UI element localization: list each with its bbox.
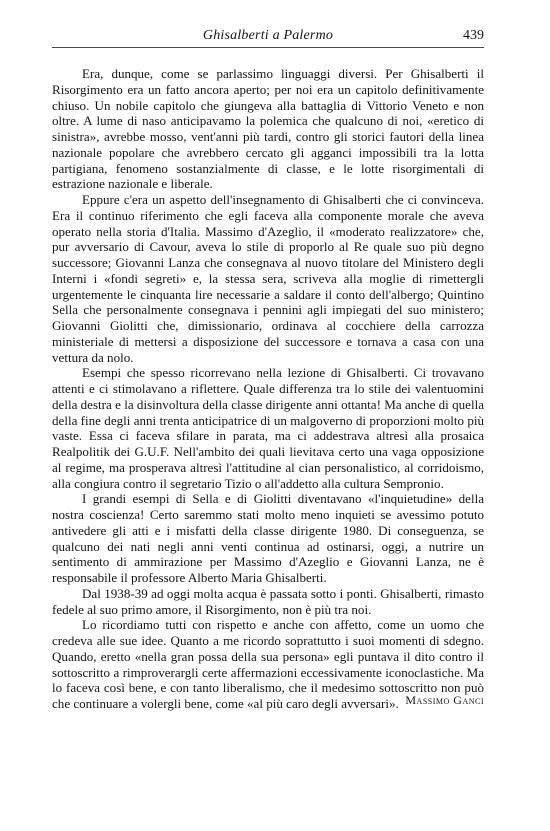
article-body [52,66,484,712]
running-title: Ghisalberti a Palermo [202,28,334,43]
author-signature: Massimo Ganci [405,693,484,707]
running-head [52,28,484,48]
page-number: 439 [463,28,484,43]
paragraph: Dal 1938-39 ad oggi molta acqua è passata sotto i ponti. Ghisalberti, rimasto fedele al suo primo amore, il Risorgimento, non è più tra noi. [52,585,484,617]
paragraph: Esempi che spesso ricorrevano nella lezione di Ghisalberti. Ci trovavano attenti e ci stimolavano a riflettere. Quale differenza tra lo stile dei valentuomini della destra e la disinvoltura della classe dirigente anni ottanta! Ma anche di quella della fine degli anni trenta anticipatrice di un malgoverno di proporzioni molto più vaste. Essa ci faceva sfilare in parata, ma ci addestrava altresì alla prosaica Realpolitik dei G.U.F. Nell'ambito dei quali lievitava certo una vaga opposizione al regime, ma prosperava altresì l'attitudine al cian personalistico, al corridoismo, alla congiura contro il segretario Tizio o all'addetto alla cultura Sempronio. [52,365,484,491]
paragraph: Era, dunque, come se parlassimo linguaggi diversi. Per Ghisalberti il Risorgimento era un fatto ancora aperto; per noi era un capitolo definitivamente chiuso. Un nobile capitolo che giungeva alla battaglia di Vittorio Veneto e non oltre. A lume di naso anticipavamo la polemica che qualcuno di noi, «eretico di sinistra», avrebbe mosso, vent'anni più tardi, contro gli storici fautori della linea nazionale popolare che avrebbero cercato gli agganci impossibili tra la lotta partigiana, fenomeno sostanzialmente di classe, e le lotte risorgimentali di estrazione nazionale e liberale. [52,66,484,192]
paragraph: Lo ricordiamo tutti con rispetto e anche con affetto, come un uomo che credeva alle sue idee. Quanto a me ricordo soprattutto i suoi momenti di sdegno. Quando, eretto «nella gran possa della sua persona» egli puntava il dito contro il sottoscritto a rimproverargli certe affermazioni eccessivamente iconoclastiche. Ma lo faceva così bene, e con tanto liberalismo, che il medesimo sottoscritto non può che continuare a volergli bene, come «al più caro degli avversari». [52,617,484,711]
paragraph: Eppure c'era un aspetto dell'insegnamento di Ghisalberti che ci convinceva. Era il continuo riferimento che egli faceva alla componente morale che aveva operato nella storia d'Italia. Massimo d'Azeglio, il «moderato realizzatore» che, pur avversario di Cavour, aveva lo stile di proporlo al Re quale suo più degno successore; Giovanni Lanza che consegnava al nuovo titolare del Ministero degli Interni i «fondi segreti» e, la stessa sera, scriveva alla moglie di rimettergli urgentemente le cinquanta lire necessarie a saldare il conto dell'albergo; Quintino Sella che personalmente consegnava i pennini agli impiegati del suo ministero; Giovanni Giolitti che, dimissionario, ordinava al cocchiere della carrozza ministeriale di mettersi a disposizione del successore e tornava a casa con una vettura da nolo. [52,192,484,365]
header-rule [52,47,484,48]
paragraph: I grandi esempi di Sella e di Giolitti diventavano «l'inquietudine» della nostra coscienza! Certo saremmo stati molto meno inquieti se avessimo potuto antivedere gli atti e i misfatti della classe dirigente 1980. Di conseguenza, se qualcuno dei nati negli anni venti continua ad ostinarsi, oggi, a nutrire un sentimento di ammirazione per Massimo d'Azeglio e Giovanni Lanza, ne è responsabile il professore Alberto Maria Ghisalberti. [52,491,484,585]
